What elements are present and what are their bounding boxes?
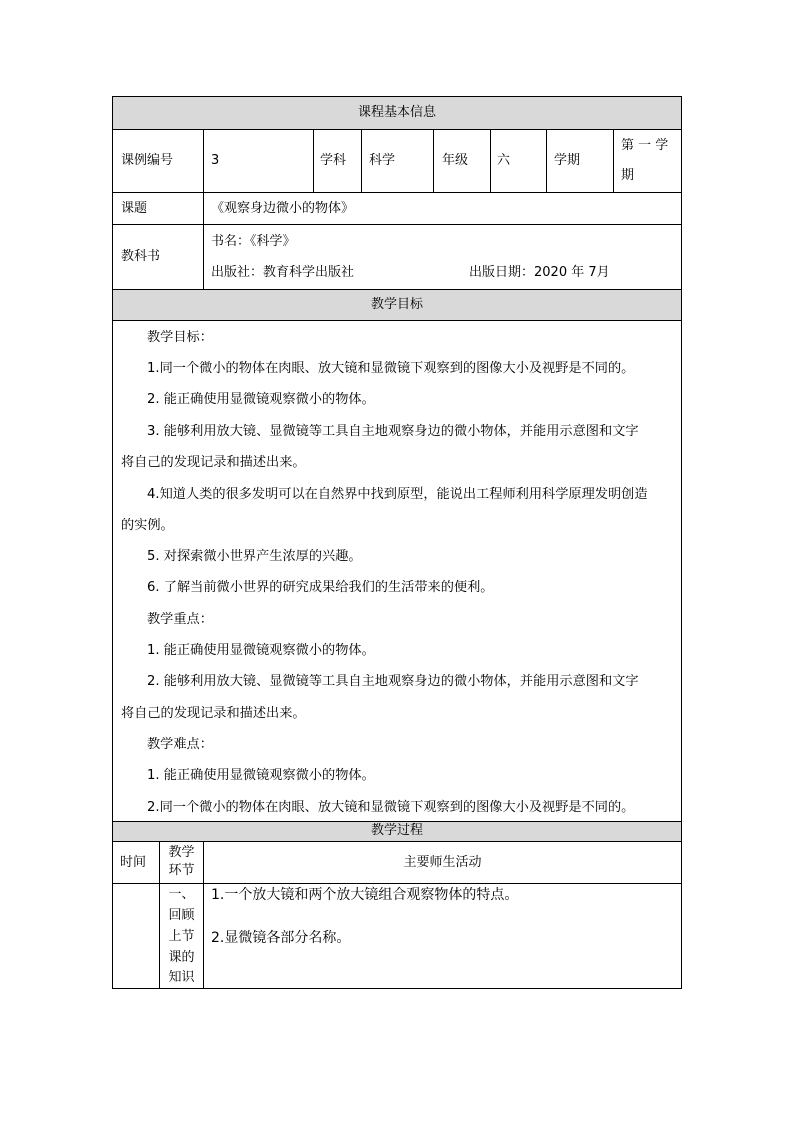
grade-label: 年级 (442, 153, 469, 168)
objective-line: 3. 能够利用放大镜、显微镜等工具自主地观察身边的微小物体，并能用示意图和文字 (147, 424, 639, 439)
stage1-label-line: 一、 (168, 887, 195, 902)
textbook-label: 教科书 (121, 249, 161, 264)
difficulties-heading: 教学难点： (147, 737, 213, 752)
key-point-line: 2. 能够利用放大镜、显微镜等工具自主地观察身边的微小物体，并能用示意图和文字 (147, 674, 639, 689)
col-stage-header-line1: 教学 (168, 845, 195, 860)
process-title: 教学过程 (370, 823, 423, 838)
difficulty-line: 2.同一个微小的物体在肉眼、放大镜和显微镜下观察到的图像大小及视野是不同的。 (147, 800, 635, 815)
publish-date: 出版日期：2020 年 7月 (469, 265, 610, 280)
publisher: 出版社：教育科学出版社 (211, 265, 355, 280)
book-name: 书名：《科学》 (211, 234, 296, 249)
objectives-heading: 教学目标： (147, 330, 213, 345)
term-value-line2: 期 (621, 168, 635, 183)
lesson-plan-table (112, 96, 682, 989)
stage1-label-line: 回顾 (168, 908, 195, 923)
objective-line: 将自己的发现记录和描述出来。 (121, 455, 306, 470)
activity-line: 2.显微镜各部分名称。 (211, 930, 351, 946)
key-point-line: 将自己的发现记录和描述出来。 (121, 706, 306, 721)
code-label: 课例编号 (121, 153, 174, 168)
objective-line: 2. 能正确使用显微镜观察微小的物体。 (147, 392, 375, 407)
term-label: 学期 (554, 153, 581, 168)
subject-value: 科学 (369, 153, 396, 168)
objective-line: 的实例。 (121, 518, 174, 533)
code-value: 3 (211, 153, 220, 168)
basic-info-title: 课程基本信息 (357, 105, 436, 120)
objective-line: 1.同一个微小的物体在肉眼、放大镜和显微镜下观察到的图像大小及视野是不同的。 (147, 361, 635, 376)
col-activity-header: 主要师生活动 (403, 855, 482, 870)
col-time-header: 时间 (120, 855, 147, 870)
objective-line: 6. 了解当前微小世界的研究成果给我们的生活带来的便利。 (147, 580, 494, 595)
topic-label: 课题 (121, 201, 148, 216)
key-point-line: 1. 能正确使用显微镜观察微小的物体。 (147, 643, 375, 658)
term-value-line1: 第 一 学 (621, 138, 669, 153)
stage1-label-line: 知识 (168, 970, 195, 985)
grade-value: 六 (497, 153, 511, 168)
col-stage-header-line2: 环节 (168, 863, 195, 878)
objective-line: 5. 对探索微小世界产生浓厚的兴趣。 (147, 549, 362, 564)
objective-line: 4.知道人类的很多发明可以在自然界中找到原型，能说出工程师利用科学原理发明创造 (147, 487, 648, 502)
difficulty-line: 1. 能正确使用显微镜观察微小的物体。 (147, 768, 375, 783)
objectives-title: 教学目标 (370, 297, 423, 312)
key-points-heading: 教学重点： (147, 612, 213, 627)
stage1-label-line: 课的 (168, 950, 195, 965)
activity-line: 1.一个放大镜和两个放大镜组合观察物体的特点。 (211, 887, 519, 903)
topic-value: 《观察身边微小的物体》 (211, 201, 355, 216)
subject-label: 学科 (320, 153, 347, 168)
stage1-label-line: 上节 (168, 929, 195, 944)
